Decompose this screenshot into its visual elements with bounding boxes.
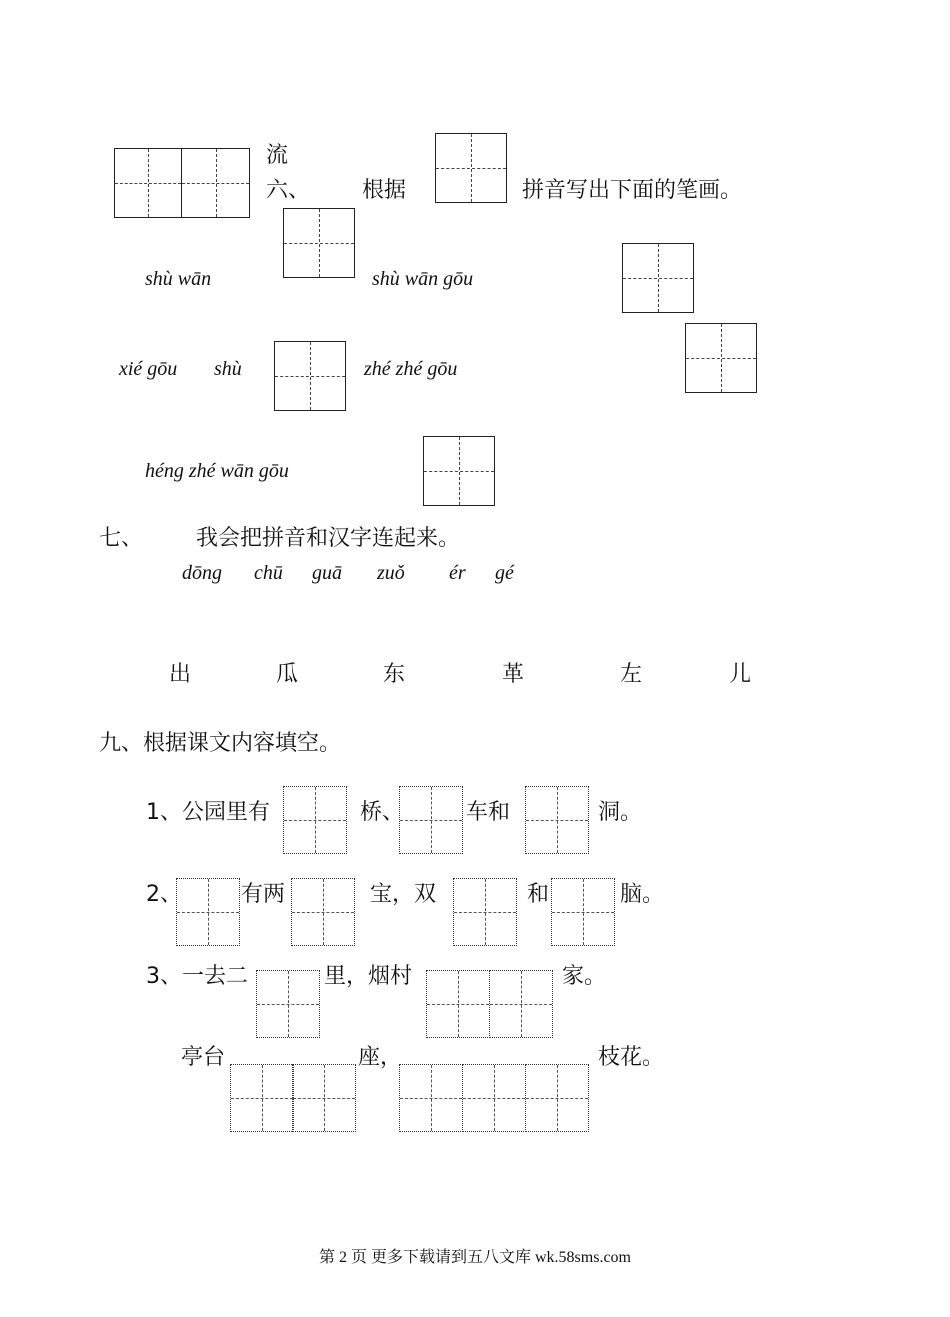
char-box bbox=[274, 341, 346, 411]
char-box-double bbox=[114, 148, 250, 218]
fill-text: 亭台 bbox=[181, 1045, 226, 1070]
fill-box bbox=[176, 878, 240, 946]
fill-box bbox=[399, 786, 463, 854]
section-6-label-1: 根据 bbox=[362, 178, 407, 203]
pinyin-item: ér bbox=[449, 562, 466, 584]
fill-box-triple bbox=[399, 1064, 589, 1132]
fill-text: 里，烟村 bbox=[324, 964, 413, 989]
fill-box bbox=[453, 878, 517, 946]
fill-text: 枝花。 bbox=[598, 1045, 665, 1070]
fill-text: 车和 bbox=[466, 800, 511, 825]
fill-text: 有两 bbox=[241, 882, 286, 907]
fill-box-double bbox=[230, 1064, 356, 1132]
section-7-instruction: 我会把拼音和汉字连起来。 bbox=[196, 526, 461, 551]
fill-text: 洞。 bbox=[598, 800, 643, 825]
stroke-pinyin: xié gōu bbox=[119, 358, 178, 380]
fill-text: 脑。 bbox=[620, 882, 665, 907]
section-6-label-2: 拼音写出下面的笔画。 bbox=[522, 178, 743, 203]
section-9-title: 九、根据课文内容填空。 bbox=[99, 731, 342, 756]
hanzi-item: 左 bbox=[620, 662, 643, 687]
hanzi-item: 革 bbox=[502, 662, 525, 687]
char-liu: 流 bbox=[266, 143, 289, 168]
stroke-pinyin: shù wān bbox=[145, 268, 212, 290]
fill-text: 3、一去二 bbox=[146, 964, 248, 989]
fill-box-double bbox=[426, 970, 553, 1038]
char-box bbox=[283, 208, 355, 278]
fill-box bbox=[525, 786, 589, 854]
fill-text: 桥、 bbox=[360, 800, 405, 825]
pinyin-item: guā bbox=[312, 562, 342, 584]
hanzi-item: 儿 bbox=[729, 662, 752, 687]
pinyin-item: chū bbox=[254, 562, 283, 584]
fill-text: 1、公园里有 bbox=[146, 800, 270, 825]
char-box bbox=[622, 243, 694, 313]
pinyin-item: zuǒ bbox=[377, 562, 405, 584]
fill-text: 和 bbox=[527, 882, 550, 907]
fill-box bbox=[283, 786, 347, 854]
char-box bbox=[423, 436, 495, 506]
fill-text: 座， bbox=[358, 1045, 403, 1070]
stroke-pinyin: shù bbox=[214, 358, 242, 380]
fill-box bbox=[551, 878, 615, 946]
hanzi-item: 东 bbox=[383, 662, 406, 687]
pinyin-item: dōng bbox=[182, 562, 222, 584]
char-box bbox=[685, 323, 757, 393]
stroke-pinyin: zhé zhé gōu bbox=[364, 358, 458, 380]
fill-text: 家。 bbox=[562, 964, 607, 989]
fill-text: 宝，双 bbox=[370, 882, 437, 907]
hanzi-item: 出 bbox=[169, 662, 192, 687]
fill-box bbox=[256, 970, 320, 1038]
hanzi-item: 瓜 bbox=[276, 662, 299, 687]
page-footer: 第 2 页 更多下载请到五八文库 wk.58sms.com bbox=[318, 1249, 631, 1266]
pinyin-item: gé bbox=[495, 562, 514, 584]
section-7-number: 七、 bbox=[99, 526, 144, 551]
fill-box bbox=[291, 878, 355, 946]
fill-text: 2、 bbox=[146, 882, 182, 907]
stroke-pinyin: shù wān gōu bbox=[372, 268, 474, 290]
section-6-number: 六、 bbox=[266, 178, 311, 203]
char-box bbox=[435, 133, 507, 203]
stroke-pinyin: héng zhé wān gōu bbox=[145, 460, 289, 482]
